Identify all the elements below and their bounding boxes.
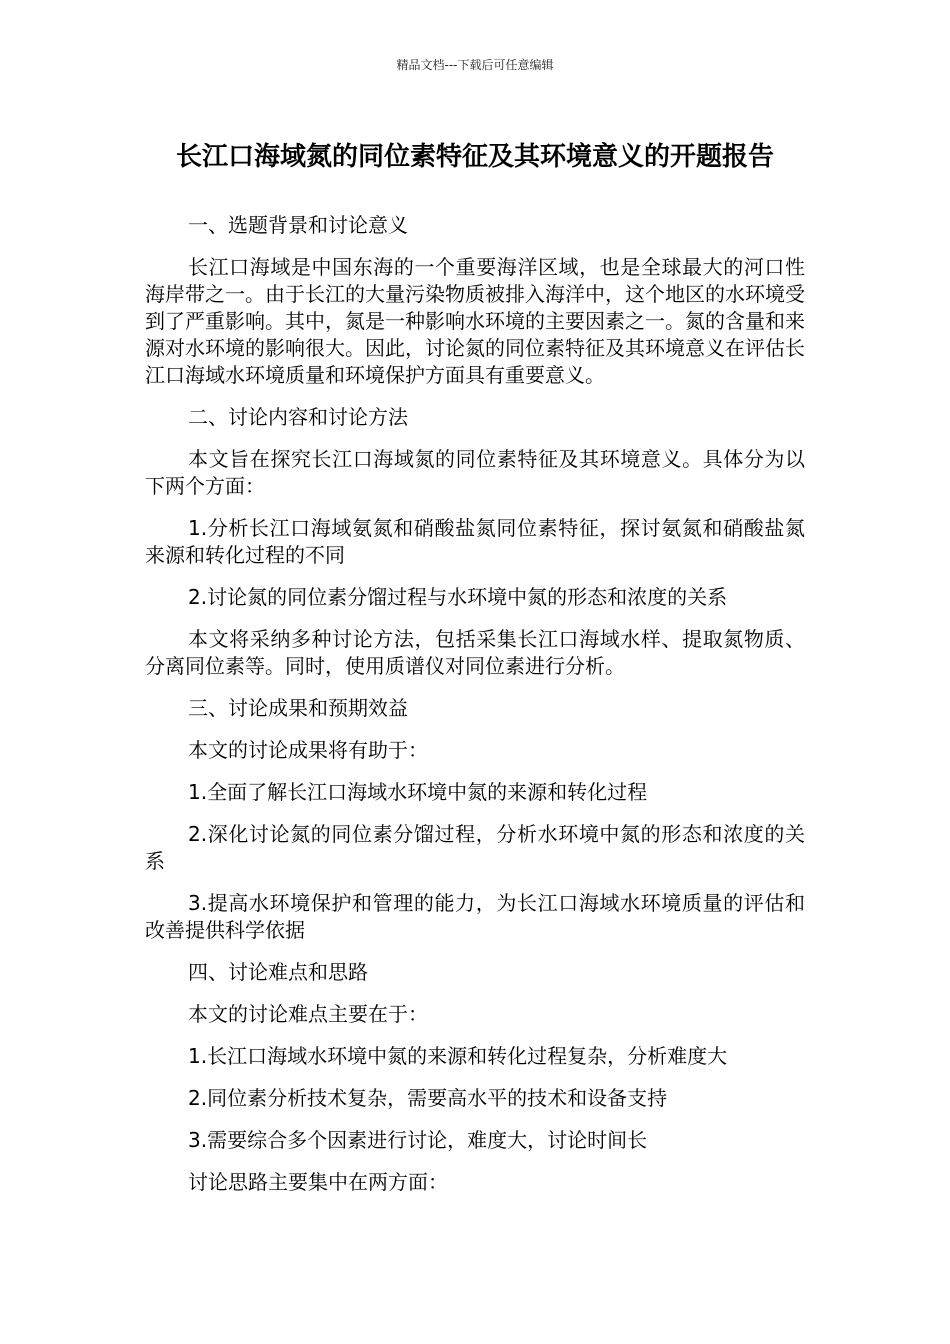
paragraph-difficulties-intro: 本文的讨论难点主要在于： — [188, 1002, 428, 1026]
list-item-difficulty-2: 2.同位素分析技术复杂，需要高水平的技术和设备支持 — [188, 1086, 668, 1110]
section-heading-difficulties: 四、讨论难点和思路 — [188, 960, 368, 984]
page-header: 精品文档---下载后可任意编辑 — [396, 58, 554, 72]
list-item-result-1: 1.全面了解长江口海域水环境中氮的来源和转化过程 — [188, 780, 648, 804]
section-heading-results: 三、讨论成果和预期效益 — [188, 696, 408, 720]
list-item-content-1: 1.分析长江口海域氨氮和硝酸盐氮同位素特征，探讨氨氮和硝酸盐氮来源和转化过程的不同 — [145, 516, 805, 567]
paragraph-approach-intro: 讨论思路主要集中在两方面： — [188, 1170, 448, 1194]
list-item-difficulty-3: 3.需要综合多个因素进行讨论，难度大，讨论时间长 — [188, 1128, 648, 1152]
document-title: 长江口海域氮的同位素特征及其环境意义的开题报告 — [175, 142, 774, 172]
paragraph-background: 长江口海域是中国东海的一个重要海洋区域，也是全球最大的河口性海岸带之一。由于长江的大量污染物质被排入海洋中，这个地区的水环境受到了严重影响。其中，氮是一种影响水环境的主要因素之一。氮的含量和来源对水环境的影响很大。因此，讨论氮的同位素特征及其环境意义在评估长江口海域水环境质量和环境保护方面具有重要意义。 — [145, 255, 805, 387]
paragraph-methods: 本文将采纳多种讨论方法，包括采集长江口海域水样、提取氮物质、分离同位素等。同时，使用质谱仪对同位素进行分析。 — [145, 627, 805, 678]
paragraph-results-intro: 本文的讨论成果将有助于： — [188, 738, 428, 762]
list-item-result-3: 3.提高水环境保护和管理的能力，为长江口海域水环境质量的评估和改善提供科学依据 — [145, 891, 805, 942]
section-heading-content-methods: 二、讨论内容和讨论方法 — [188, 405, 408, 429]
paragraph-purpose: 本文旨在探究长江口海域氮的同位素特征及其环境意义。具体分为以下两个方面： — [145, 447, 805, 498]
document-body — [145, 212, 805, 1211]
list-item-difficulty-1: 1.长江口海域水环境中氮的来源和转化过程复杂，分析难度大 — [188, 1044, 728, 1068]
section-heading-background: 一、选题背景和讨论意义 — [188, 213, 408, 237]
list-item-result-2: 2.深化讨论氮的同位素分馏过程，分析水环境中氮的形态和浓度的关系 — [145, 822, 805, 873]
list-item-content-2: 2.讨论氮的同位素分馏过程与水环境中氮的形态和浓度的关系 — [188, 585, 728, 609]
